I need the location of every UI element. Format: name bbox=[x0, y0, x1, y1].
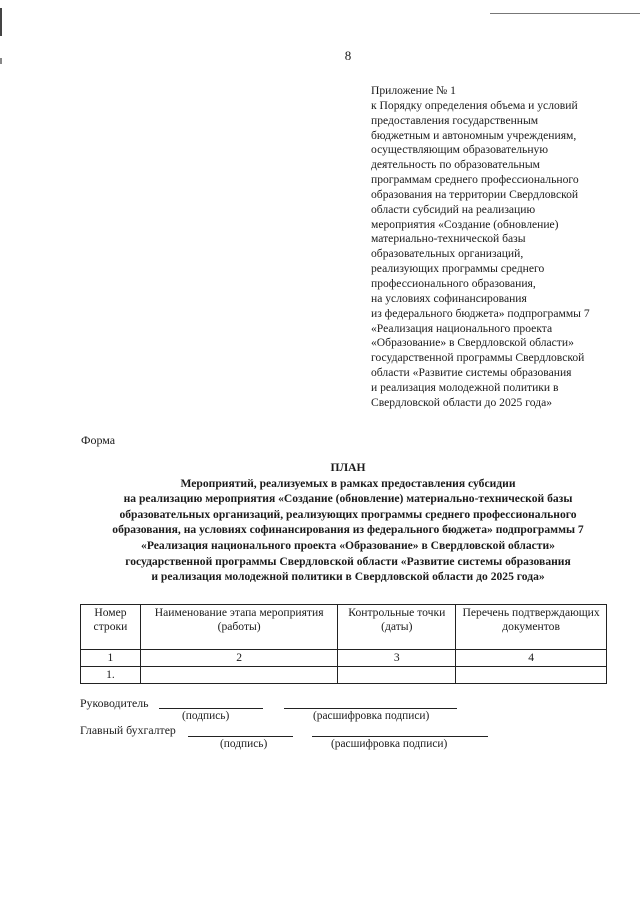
appendix-line: реализующих программы среднего bbox=[371, 262, 545, 276]
appendix-line: из федерального бюджета» подпрограммы 7 bbox=[371, 306, 590, 320]
head-signature-line bbox=[159, 708, 263, 709]
table-header-row bbox=[81, 605, 607, 650]
plan-subtitle-line: и реализация молодежной политики в Свердловской области до 2025 года» bbox=[151, 570, 545, 584]
appendix-line: осуществляющим образовательную bbox=[371, 143, 548, 157]
appendix-line: Приложение № 1 bbox=[371, 84, 456, 97]
appendix-line: предоставления государственным bbox=[371, 113, 539, 127]
table-cell bbox=[140, 667, 338, 684]
header-documents: Перечень подтверждающих документов bbox=[456, 605, 607, 650]
appendix-line: профессионального образования, bbox=[371, 276, 536, 290]
table-row bbox=[81, 667, 607, 684]
table-cell: 2 bbox=[140, 650, 338, 667]
table-cell: 3 bbox=[338, 650, 456, 667]
head-decoding-caption: (расшифровка подписи) bbox=[313, 710, 430, 722]
appendix-line: Свердловской области до 2025 года» bbox=[371, 395, 553, 409]
plan-subtitle-line: государственной программы Свердловской области «Развитие системы образования bbox=[125, 554, 571, 568]
plan-subtitle-line: на реализацию мероприятия «Создание (обновление) материально-технической базы bbox=[123, 492, 573, 506]
appendix-line: и реализация молодежной политики в bbox=[371, 380, 559, 394]
table-cell: 1. bbox=[81, 667, 141, 684]
head-signature-caption: (подпись) bbox=[182, 710, 230, 722]
head-label: Руководитель bbox=[80, 696, 149, 710]
table-cell: 4 bbox=[456, 650, 607, 667]
appendix-line: материально-технической базы bbox=[371, 232, 526, 246]
appendix-line: мероприятия «Создание (обновление) bbox=[371, 217, 559, 231]
appendix-line: бюджетным и автономным учреждениям, bbox=[371, 128, 577, 142]
plan-title: ПЛАН bbox=[330, 461, 366, 474]
accountant-signature-line bbox=[188, 736, 293, 737]
header-control-points: Контрольные точки (даты) bbox=[338, 605, 456, 650]
appendix-line: государственной программы Свердловской bbox=[371, 351, 585, 365]
table-column-number-row bbox=[81, 650, 607, 667]
plan-table bbox=[80, 604, 607, 684]
plan-subtitle-line: образования, на условиях софинансирования из федерального бюджета» подпрограммы 7 bbox=[112, 523, 584, 537]
accountant-label: Главный бухгалтер bbox=[80, 723, 176, 737]
table-cell: 1 bbox=[81, 650, 141, 667]
appendix-line: на условиях софинансирования bbox=[371, 291, 527, 305]
scan-edge-mark bbox=[0, 58, 2, 64]
scan-edge-mark bbox=[0, 8, 2, 36]
plan-title-block bbox=[60, 460, 636, 585]
plan-subtitle-line: Мероприятий, реализуемых в рамках предоставления субсидии bbox=[180, 476, 516, 490]
page-number: 8 bbox=[344, 48, 352, 63]
table-cell bbox=[338, 667, 456, 684]
appendix-line: области «Развитие системы образования bbox=[371, 366, 572, 380]
header-row-number: Номер строки bbox=[81, 605, 141, 650]
appendix-line: области субсидий на реализацию bbox=[371, 202, 536, 216]
appendix-line: «Реализация национального проекта bbox=[371, 321, 553, 335]
scan-edge-mark bbox=[490, 13, 640, 14]
form-label: Форма bbox=[81, 433, 116, 447]
header-stage-name: Наименование этапа мероприятия (работы) bbox=[140, 605, 338, 650]
appendix-line: образования на территории Свердловской bbox=[371, 187, 579, 201]
plan-subtitle-line: образовательных организаций, реализующих программы среднего профессионального bbox=[119, 507, 577, 521]
appendix-line: «Образование» в Свердловской области» bbox=[371, 336, 574, 350]
appendix-line: к Порядку определения объема и условий bbox=[371, 98, 578, 112]
plan-subtitle-line: «Реализация национального проекта «Образование» в Свердловской области» bbox=[141, 538, 555, 552]
accountant-signature-caption: (подпись) bbox=[220, 738, 268, 750]
head-decoding-line bbox=[284, 708, 457, 709]
appendix-line: образовательных организаций, bbox=[371, 247, 524, 261]
accountant-decoding-caption: (расшифровка подписи) bbox=[331, 738, 448, 750]
accountant-decoding-line bbox=[312, 736, 488, 737]
appendix-line: программам среднего профессионального bbox=[371, 173, 579, 187]
appendix-line: деятельность по образовательным bbox=[371, 158, 540, 172]
appendix-block bbox=[371, 84, 636, 411]
table-cell bbox=[456, 667, 607, 684]
